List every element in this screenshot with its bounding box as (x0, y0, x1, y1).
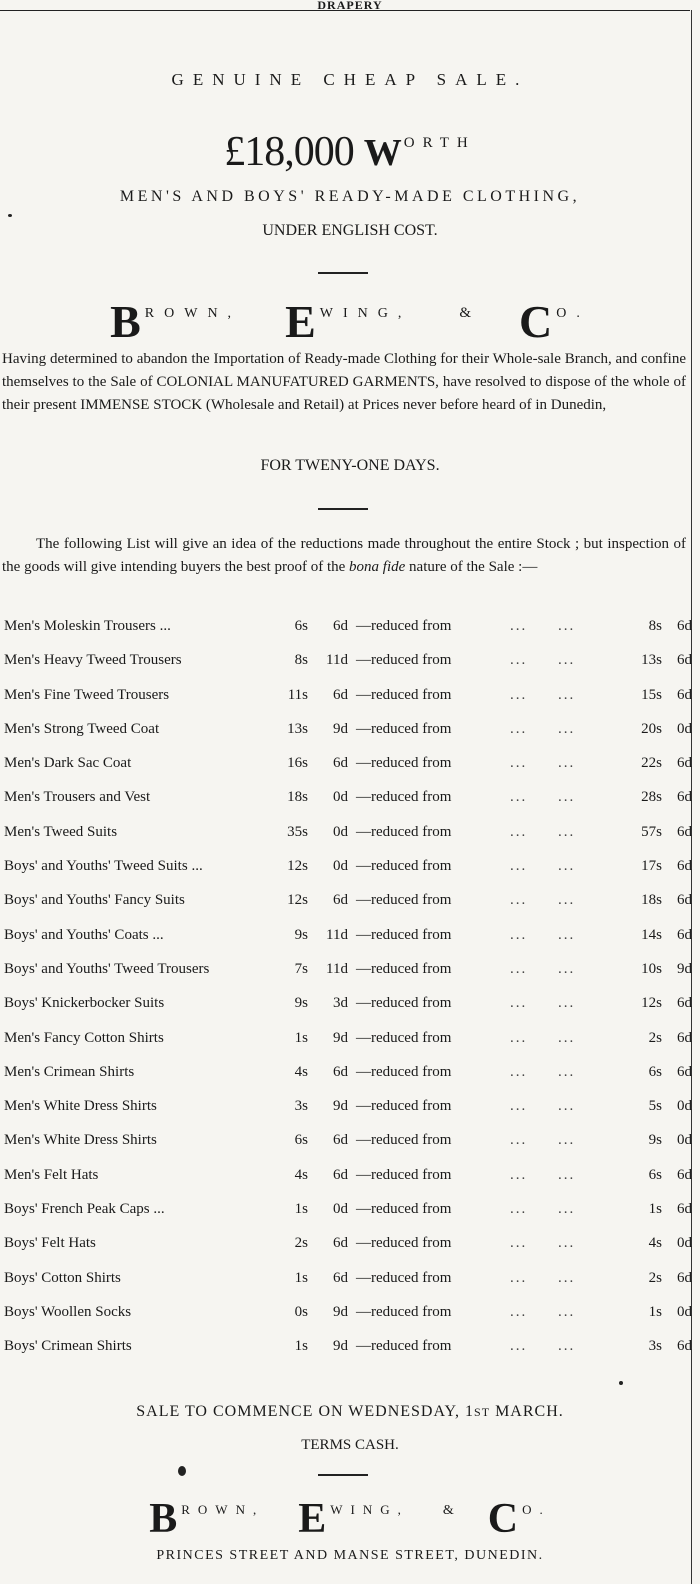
original-price-shillings: 6s (648, 1063, 662, 1080)
sale-price-pence: 0d (333, 1201, 348, 1218)
reduced-from-label: —reduced from (356, 1235, 452, 1252)
leader-dots: ... (558, 755, 576, 772)
reduced-from-label: —reduced from (356, 618, 452, 634)
price-row (0, 886, 700, 920)
original-price-shillings: 13s (641, 652, 662, 669)
original-price-pence: 6d (677, 995, 692, 1012)
original-price-shillings: 1s (648, 1303, 662, 1320)
commence-month: MARCH. (490, 1403, 564, 1420)
sale-title: GENUINE CHEAP SALE. (171, 70, 529, 89)
sale-price-shillings: 2s (294, 1235, 308, 1252)
divider (318, 272, 368, 274)
leader-dots: ... (558, 1338, 576, 1355)
original-price-pence: 6d (677, 1201, 692, 1218)
price-row (0, 715, 700, 749)
sale-price-shillings: 1s (294, 1029, 308, 1046)
original-price-shillings: 22s (641, 755, 662, 772)
reduced-from-label: —reduced from (356, 858, 452, 875)
reduced-from-label: —reduced from (356, 652, 452, 669)
leader-dots: ... (510, 1201, 528, 1218)
item-name: Men's Crimean Shirts (4, 1063, 135, 1080)
leader-dots: ... (510, 755, 528, 772)
leader-dots: ... (510, 618, 528, 634)
leader-dots: ... (510, 858, 528, 875)
sale-price-shillings: 11s (287, 686, 308, 703)
original-price-shillings: 18s (641, 892, 662, 909)
sale-price-shillings: 1s (294, 1338, 308, 1355)
original-price-pence: 6d (677, 1029, 692, 1046)
leader-dots: ... (510, 1132, 528, 1149)
sale-price-pence: 6d (333, 892, 348, 909)
item-name: Boys' and Youths' Tweed Suits ... (4, 858, 203, 875)
item-name: Men's Fine Tweed Trousers (4, 686, 170, 703)
address-line: PRINCES STREET AND MANSE STREET, DUNEDIN. (156, 1548, 544, 1563)
firm-part-wing: WING, (319, 306, 412, 321)
firm-part-rown: ROWN, (181, 1502, 265, 1517)
reduced-from-label: —reduced from (356, 960, 452, 977)
leader-dots: ... (510, 652, 528, 669)
original-price-pence: 6d (677, 1338, 692, 1355)
item-name: Men's Felt Hats (4, 1166, 99, 1183)
original-price-shillings: 9s (648, 1132, 662, 1149)
sale-price-shillings: 0s (294, 1303, 308, 1320)
original-price-pence: 6d (677, 1063, 692, 1080)
leader-dots: ... (558, 618, 576, 634)
worth-rest: ORTH (403, 135, 476, 151)
days-line: FOR TWENY-ONE DAYS. (260, 457, 440, 474)
original-price-pence: 6d (677, 858, 692, 875)
reduced-from-label: —reduced from (356, 1303, 452, 1320)
intro-text: Having determined to abandon the Importation of Ready-made Clothing for their Whole-sale Branch, and confine themselves to the Sale of COLONIAL MANUFATURED GARMENTS, have resolved to dispose of the whole of their present IMMENSE (2, 351, 686, 413)
item-name: Men's Fancy Cotton Shirts (4, 1029, 164, 1046)
worth-w: W (363, 132, 402, 174)
original-price-shillings: 8s (648, 618, 662, 634)
sale-price-shillings: 4s (294, 1166, 308, 1183)
sale-price-pence: 0d (333, 789, 348, 806)
sale-price-pence: 11d (326, 926, 348, 943)
sale-price-pence: 9d (333, 1303, 348, 1320)
leader-dots: ... (510, 789, 528, 806)
price-row (0, 989, 700, 1023)
price-row (0, 1195, 700, 1229)
original-price-pence: 6d (677, 1166, 692, 1183)
original-price-shillings: 20s (641, 720, 662, 737)
sale-price-shillings: 1s (294, 1269, 308, 1286)
print-blot (178, 1466, 186, 1476)
sale-price-pence: 9d (333, 720, 348, 737)
leader-dots: ... (510, 1338, 528, 1355)
leader-dots: ... (510, 1029, 528, 1046)
reduced-from-label: —reduced from (356, 995, 452, 1012)
item-name: Men's Heavy Tweed Trousers (4, 652, 182, 669)
leader-dots: ... (558, 1063, 576, 1080)
leader-dots: ... (510, 720, 528, 737)
sale-price-pence: 9d (333, 1029, 348, 1046)
item-name: Men's Strong Tweed Coat (4, 720, 160, 737)
sale-price-shillings: 12s (287, 892, 308, 909)
under-cost-line: UNDER ENGLISH COST. (262, 222, 438, 239)
sale-price-pence: 11d (326, 960, 348, 977)
sale-price-shillings: 8s (294, 652, 308, 669)
firm-initial-e: E (285, 296, 316, 347)
firm-initial-b: B (149, 1496, 178, 1542)
original-price-shillings: 5s (648, 1098, 662, 1115)
sale-price-pence: 0d (333, 858, 348, 875)
firm-ampersand: & (442, 1503, 454, 1518)
leader-dots: ... (558, 1098, 576, 1115)
print-speck (619, 1381, 623, 1385)
original-price-shillings: 17s (641, 858, 662, 875)
sale-price-shillings: 18s (287, 789, 308, 806)
item-name: Boys' and Youths' Fancy Suits (4, 892, 185, 909)
original-price-shillings: 28s (641, 789, 662, 806)
reduced-from-label: —reduced from (356, 686, 452, 703)
clothing-line: MEN'S AND BOYS' READY-MADE CLOTHING, (119, 188, 581, 205)
firm-ampersand: & (459, 305, 472, 321)
price-row (0, 1264, 700, 1298)
price-row (0, 852, 700, 886)
sale-price-pence: 6d (333, 1132, 348, 1149)
original-price-pence: 9d (677, 960, 692, 977)
sale-price-pence: 6d (333, 1063, 348, 1080)
item-name: Boys' and Youths' Tweed Trousers (4, 960, 210, 977)
sale-price-pence: 9d (333, 1338, 348, 1355)
reduced-from-label: —reduced from (356, 1166, 452, 1183)
item-name: Boys' and Youths' Coats ... (4, 926, 164, 943)
firm-name-large (0, 295, 700, 348)
original-price-pence: 6d (677, 892, 692, 909)
leader-dots: ... (558, 720, 576, 737)
item-name: Boys' Cotton Shirts (4, 1269, 121, 1286)
list-intro-italic: bona fide (349, 559, 406, 575)
original-price-shillings: 1s (648, 1201, 662, 1218)
leader-dots: ... (558, 995, 576, 1012)
reduced-from-label: —reduced from (356, 1201, 452, 1218)
sale-price-pence: 6d (333, 1235, 348, 1252)
reduced-from-label: —reduced from (356, 1063, 452, 1080)
sale-price-shillings: 3s (294, 1098, 308, 1115)
item-name: Men's White Dress Shirts (4, 1098, 157, 1115)
price-row (0, 1298, 700, 1332)
reduced-from-label: —reduced from (356, 926, 452, 943)
leader-dots: ... (510, 1303, 528, 1320)
sale-price-pence: 6d (333, 686, 348, 703)
list-intro-paragraph (2, 533, 686, 579)
original-price-pence: 6d (677, 652, 692, 669)
price-row (0, 1332, 700, 1366)
reduced-from-label: —reduced from (356, 720, 452, 737)
firm-initial-b: B (110, 296, 141, 347)
leader-dots: ... (510, 995, 528, 1012)
divider (318, 1474, 368, 1476)
leader-dots: ... (558, 1269, 576, 1286)
price-row (0, 921, 700, 955)
original-price-pence: 0d (677, 720, 692, 737)
sale-price-shillings: 16s (287, 755, 308, 772)
original-price-pence: 0d (677, 1132, 692, 1149)
original-price-shillings: 3s (648, 1338, 662, 1355)
sale-price-pence: 3d (333, 995, 348, 1012)
reduced-from-label: —reduced from (356, 892, 452, 909)
sale-price-pence: 6d (333, 755, 348, 772)
divider (318, 508, 368, 510)
leader-dots: ... (510, 1063, 528, 1080)
commence-ordinal: ST (474, 1405, 491, 1419)
original-price-pence: 6d (677, 686, 692, 703)
sale-price-shillings: 7s (294, 960, 308, 977)
price-row (0, 749, 700, 783)
firm-part-o: O. (556, 306, 590, 321)
price-row (0, 1229, 700, 1263)
item-name: Men's Moleskin Trousers ... (4, 618, 171, 634)
commence-line (0, 1403, 700, 1421)
reduced-from-label: —reduced from (356, 1338, 452, 1355)
list-intro-tail: nature of the Sale :— (409, 559, 538, 575)
firm-name-footer (0, 1495, 700, 1543)
original-price-pence: 6d (677, 755, 692, 772)
firm-part-o: O. (522, 1502, 551, 1517)
item-name: Boys' Crimean Shirts (4, 1338, 132, 1355)
terms-line: TERMS CASH. (301, 1437, 399, 1453)
item-name: Boys' Woollen Socks (4, 1303, 132, 1320)
sale-price-shillings: 4s (294, 1063, 308, 1080)
item-name: Men's White Dress Shirts (4, 1132, 157, 1149)
original-price-pence: 6d (677, 1269, 692, 1286)
price-row (0, 783, 700, 817)
item-name: Boys' French Peak Caps ... (4, 1201, 165, 1218)
price-row (0, 646, 700, 680)
item-name: Boys' Knickerbocker Suits (4, 995, 165, 1012)
intro-paragraph (2, 348, 686, 417)
leader-dots: ... (558, 1201, 576, 1218)
reduced-from-label: —reduced from (356, 823, 452, 840)
price-row (0, 818, 700, 852)
sale-price-shillings: 9s (294, 926, 308, 943)
sale-price-pence: 9d (333, 1098, 348, 1115)
leader-dots: ... (558, 1303, 576, 1320)
worth-headline (0, 128, 700, 176)
item-name: Men's Trousers and Vest (4, 789, 151, 806)
leader-dots: ... (558, 1132, 576, 1149)
leader-dots: ... (558, 892, 576, 909)
reduced-from-label: —reduced from (356, 1132, 452, 1149)
original-price-pence: 6d (677, 618, 692, 634)
section-header: DRAPERY (317, 0, 383, 12)
list-intro-text: The following List will give an idea of the reductions made throughout the entire Stock ; but inspection of the goods will give intending buyers the best proof of the (2, 536, 686, 575)
leader-dots: ... (558, 1029, 576, 1046)
original-price-shillings: 2s (648, 1269, 662, 1286)
firm-part-wing: WING, (330, 1502, 409, 1517)
leader-dots: ... (558, 789, 576, 806)
leader-dots: ... (510, 686, 528, 703)
original-price-shillings: 2s (648, 1029, 662, 1046)
reduced-from-label: —reduced from (356, 1269, 452, 1286)
sale-price-pence: 6d (333, 1269, 348, 1286)
price-list (0, 612, 700, 1367)
sale-price-pence: 6d (333, 1166, 348, 1183)
worth-amount: £18,000 (224, 129, 354, 175)
original-price-pence: 0d (677, 1235, 692, 1252)
reduced-from-label: —reduced from (356, 755, 452, 772)
firm-initial-c: C (487, 1496, 519, 1542)
sale-price-pence: 6d (333, 618, 348, 634)
original-price-pence: 6d (677, 789, 692, 806)
leader-dots: ... (558, 686, 576, 703)
original-price-shillings: 4s (648, 1235, 662, 1252)
reduced-from-label: —reduced from (356, 1098, 452, 1115)
sale-price-shillings: 13s (287, 720, 308, 737)
print-speck (8, 214, 12, 217)
sale-price-shillings: 6s (294, 1132, 308, 1149)
leader-dots: ... (510, 1166, 528, 1183)
leader-dots: ... (558, 960, 576, 977)
leader-dots: ... (558, 1235, 576, 1252)
leader-dots: ... (510, 823, 528, 840)
original-price-pence: 0d (677, 1098, 692, 1115)
sale-price-pence: 0d (333, 823, 348, 840)
sale-price-shillings: 12s (287, 858, 308, 875)
intro-last-line: STOCK (Wholesale and Retail) at Prices never before heard of in Dunedin, (153, 397, 607, 413)
original-price-pence: 6d (677, 926, 692, 943)
sale-price-shillings: 1s (294, 1201, 308, 1218)
sale-price-shillings: 35s (287, 823, 308, 840)
original-price-shillings: 14s (641, 926, 662, 943)
leader-dots: ... (510, 892, 528, 909)
leader-dots: ... (558, 926, 576, 943)
price-row (0, 1161, 700, 1195)
firm-initial-c: C (519, 296, 553, 347)
price-row (0, 681, 700, 715)
price-row (0, 1024, 700, 1058)
leader-dots: ... (510, 926, 528, 943)
leader-dots: ... (510, 960, 528, 977)
leader-dots: ... (558, 858, 576, 875)
reduced-from-label: —reduced from (356, 789, 452, 806)
leader-dots: ... (510, 1235, 528, 1252)
leader-dots: ... (558, 1166, 576, 1183)
item-name: Boys' Felt Hats (4, 1235, 96, 1252)
firm-initial-e: E (298, 1496, 327, 1542)
price-row (0, 1058, 700, 1092)
original-price-shillings: 57s (641, 823, 662, 840)
sale-price-shillings: 9s (294, 995, 308, 1012)
price-row (0, 1092, 700, 1126)
original-price-shillings: 6s (648, 1166, 662, 1183)
price-row (0, 1126, 700, 1160)
price-row (0, 955, 700, 989)
commence-text: SALE TO COMMENCE ON WEDNESDAY, 1 (136, 1403, 475, 1420)
item-name: Men's Dark Sac Coat (4, 755, 132, 772)
sale-price-pence: 11d (326, 652, 348, 669)
leader-dots: ... (510, 1269, 528, 1286)
item-name: Men's Tweed Suits (4, 823, 118, 840)
leader-dots: ... (558, 652, 576, 669)
sale-price-shillings: 6s (294, 618, 308, 634)
original-price-shillings: 12s (641, 995, 662, 1012)
price-row (0, 612, 700, 646)
original-price-pence: 6d (677, 823, 692, 840)
original-price-shillings: 10s (641, 960, 662, 977)
reduced-from-label: —reduced from (356, 1029, 452, 1046)
original-price-shillings: 15s (641, 686, 662, 703)
firm-part-rown: ROWN, (144, 306, 242, 321)
leader-dots: ... (558, 823, 576, 840)
original-price-pence: 0d (677, 1303, 692, 1320)
leader-dots: ... (510, 1098, 528, 1115)
